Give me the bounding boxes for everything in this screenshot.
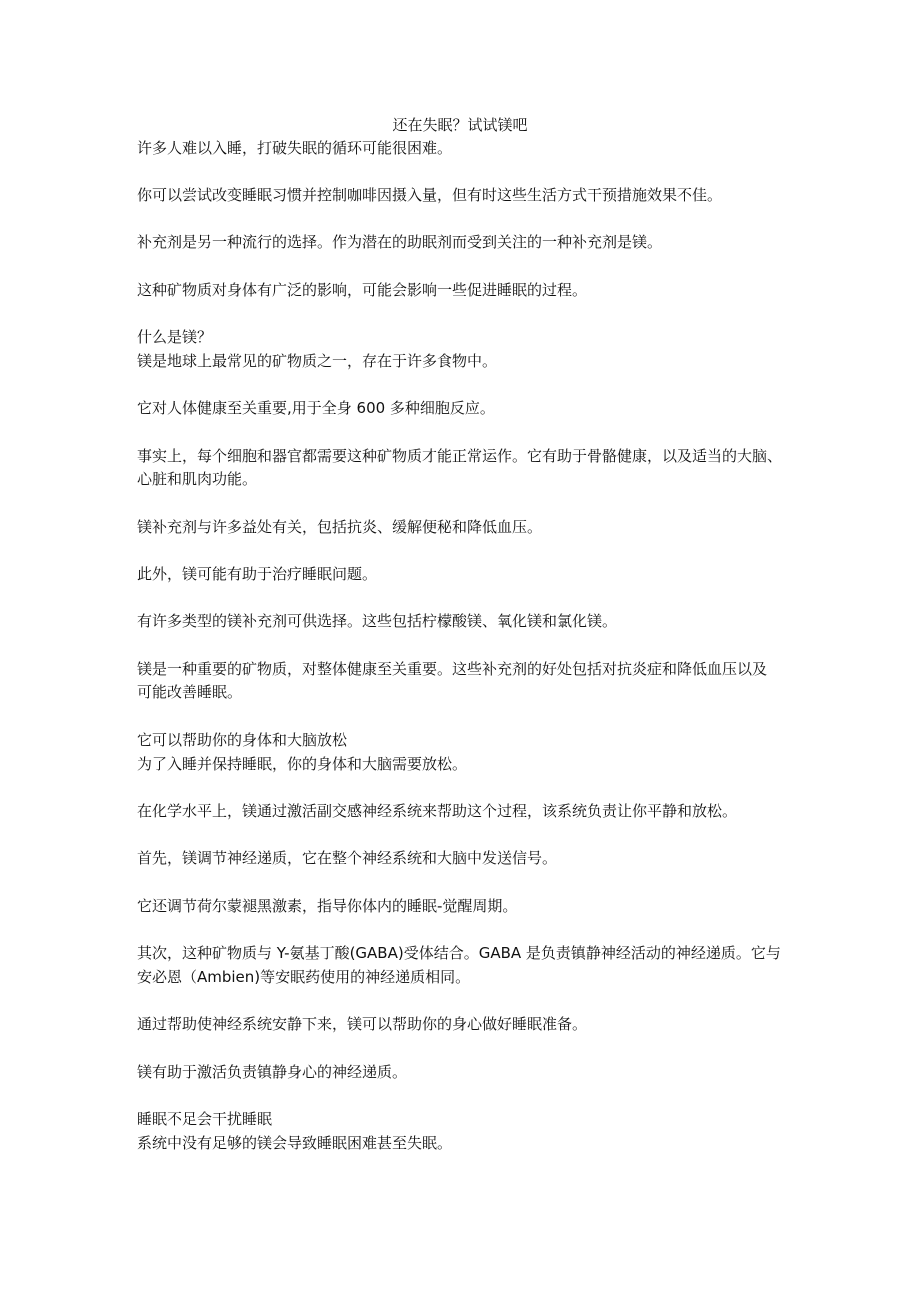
paragraph-line: 你可以尝试改变睡眠习惯并控制咖啡因摄入量，但有时这些生活方式干预措施效果不佳。 (137, 186, 723, 204)
paragraph-line: 镁补充剂与许多益处有关，包括抗炎、缓解便秘和降低血压。 (137, 518, 543, 536)
paragraph-line: 通过帮助使神经系统安静下来，镁可以帮助你的身心做好睡眠准备。 (137, 1015, 588, 1033)
paragraph-line: 可能改善睡眠。 (137, 683, 243, 701)
paragraph-line: 系统中没有足够的镁会导致睡眠困难甚至失眠。 (137, 1134, 453, 1152)
section-heading: 什么是镁？ (137, 328, 213, 346)
paragraph-line: 许多人难以入睡，打破失眠的循环可能很困难。 (137, 139, 453, 157)
paragraph-line: 在化学水平上，镁通过激活副交感神经系统来帮助这个过程，该系统负责让你平静和放松。 (137, 802, 738, 820)
paragraph-line: 其次，这种矿物质与 Y-氨基丁酸(GABA)受体结合。GABA 是负责镇静神经活动的神经递质。它与 (137, 944, 781, 962)
paragraph-line: 这种矿物质对身体有广泛的影响，可能会影响一些促进睡眠的过程。 (137, 281, 588, 299)
paragraph-line: 首先，镁调节神经递质，它在整个神经系统和大脑中发送信号。 (137, 849, 558, 867)
section-heading: 它可以帮助你的身体和大脑放松 (137, 731, 348, 749)
paragraph-line: 它还调节荷尔蒙褪黑激素，指导你体内的睡眠-觉醒周期。 (137, 897, 518, 915)
paragraph-line: 安必恩（Ambien)等安眠药使用的神经递质相同。 (137, 968, 471, 986)
paragraph-line: 补充剂是另一种流行的选择。作为潜在的助眠剂而受到关注的一种补充剂是镁。 (137, 233, 663, 251)
paragraph-line: 此外，镁可能有助于治疗睡眠问题。 (137, 565, 378, 583)
paragraph-line: 心脏和肌肉功能。 (137, 470, 258, 488)
page-title: 还在失眠？试试镁吧 (392, 116, 528, 134)
paragraph-line: 镁是一种重要的矿物质，对整体健康至关重要。这些补充剂的好处包括对抗炎症和降低血压以及 (137, 660, 768, 678)
paragraph-line: 为了入睡并保持睡眠，你的身体和大脑需要放松。 (137, 755, 468, 773)
paragraph-line: 有许多类型的镁补充剂可供选择。这些包括柠檬酸镁、氧化镁和氯化镁。 (137, 612, 618, 630)
paragraph-line: 事实上，每个细胞和器官都需要这种矿物质才能正常运作。它有助于骨骼健康，以及适当的大脑、 (137, 447, 783, 465)
paragraph-line: 它对人体健康至关重要,用于全身 600 多种细胞反应。 (137, 399, 495, 417)
paragraph-line: 镁有助于激活负责镇静身心的神经递质。 (137, 1063, 408, 1081)
section-heading: 睡眠不足会干扰睡眠 (137, 1110, 273, 1128)
paragraph-line: 镁是地球上最常见的矿物质之一，存在于许多食物中。 (137, 352, 498, 370)
